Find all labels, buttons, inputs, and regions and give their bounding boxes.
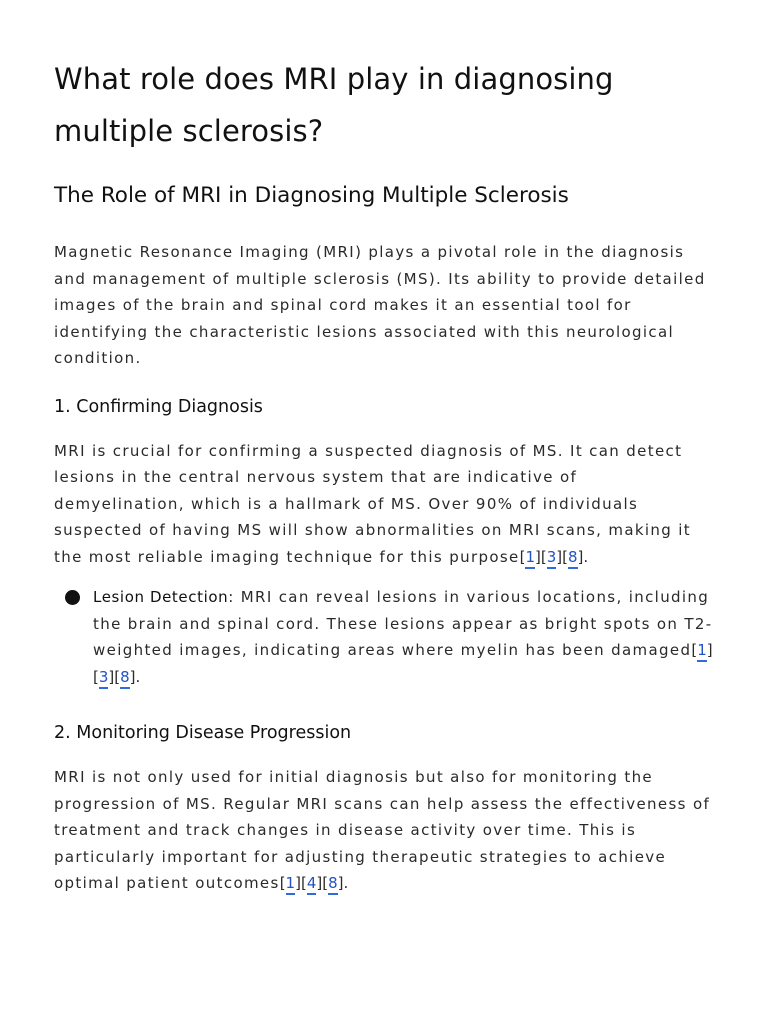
heading-monitoring-progression: 2. Monitoring Disease Progression (54, 723, 352, 743)
citation-link[interactable]: 8 (328, 874, 338, 895)
citation-link[interactable]: 1 (697, 641, 707, 662)
section-title: The Role of MRI in Diagnosing Multiple Sclerosis (54, 183, 569, 208)
bullet-dot-icon (65, 590, 80, 605)
citation-link[interactable]: 3 (547, 548, 557, 569)
bullet-list (54, 584, 714, 690)
article (54, 0, 714, 897)
bullet-term: Lesion Detection (93, 588, 229, 606)
paragraph-text: MRI is crucial for confirming a suspected diagnosis of MS. It can detect lesions in the central nervous system that are indicative of demyelination, which is a hallmark of MS. Over 90% of individuals suspected of having MS will show abnormalities on MRI scans, making it the most reliable imaging technique for this purpose (54, 441, 692, 566)
citation-link[interactable]: 1 (286, 874, 296, 895)
paragraph-monitoring-progression: MRI is not only used for initial diagnosis but also for monitoring the progression of MS. Regular MRI scans can help assess the effectiveness of treatment and track changes in disease activity over time. This is particularly important for adjusting therapeutic strategies to achieve optimal patient outcomes[1][4][8]. (54, 764, 714, 897)
citation-link[interactable]: 8 (120, 668, 130, 689)
paragraph-text: MRI is not only used for initial diagnosis but also for monitoring the progression of MS. Regular MRI scans can help assess the effectiveness of treatment and track changes in disease activity over time. This is particularly important for adjusting therapeutic strategies to achieve optimal patient outcomes (54, 768, 711, 892)
list-item: Lesion Detection: MRI can reveal lesions in various locations, including the brain and spinal cord. These lesions appear as bright spots on T2-weighted images, indicating areas where myelin has been damaged[1][3][8]. (54, 584, 714, 690)
intro-paragraph: Magnetic Resonance Imaging (MRI) plays a pivotal role in the diagnosis and management of multiple sclerosis (MS). Its ability to provide detailed images of the brain and spinal cord makes it an essential tool for identifying the characteristic lesions associated with this neurological condition. (54, 243, 706, 367)
heading-confirming-diagnosis: 1. Confirming Diagnosis (54, 396, 263, 417)
page-title: What role does MRI play in diagnosing multiple sclerosis? (54, 62, 614, 148)
citation-link[interactable]: 8 (568, 548, 578, 569)
citation-link[interactable]: 4 (307, 874, 317, 895)
citation-link[interactable]: 3 (99, 668, 109, 689)
paragraph-confirming-diagnosis: MRI is crucial for confirming a suspected diagnosis of MS. It can detect lesions in the central nervous system that are indicative of demyelination, which is a hallmark of MS. Over 90% of individuals suspected of having MS will show abnormalities on MRI scans, making it the most reliable imaging technique for this purpose[1][3][8]. (54, 438, 714, 571)
citation-link[interactable]: 1 (525, 548, 535, 569)
bullet-text: : MRI can reveal lesions in various locations, including the brain and spinal cord. These lesions appear as bright spots on T2-weighted images, indicating areas where myelin has been damaged (93, 588, 713, 659)
